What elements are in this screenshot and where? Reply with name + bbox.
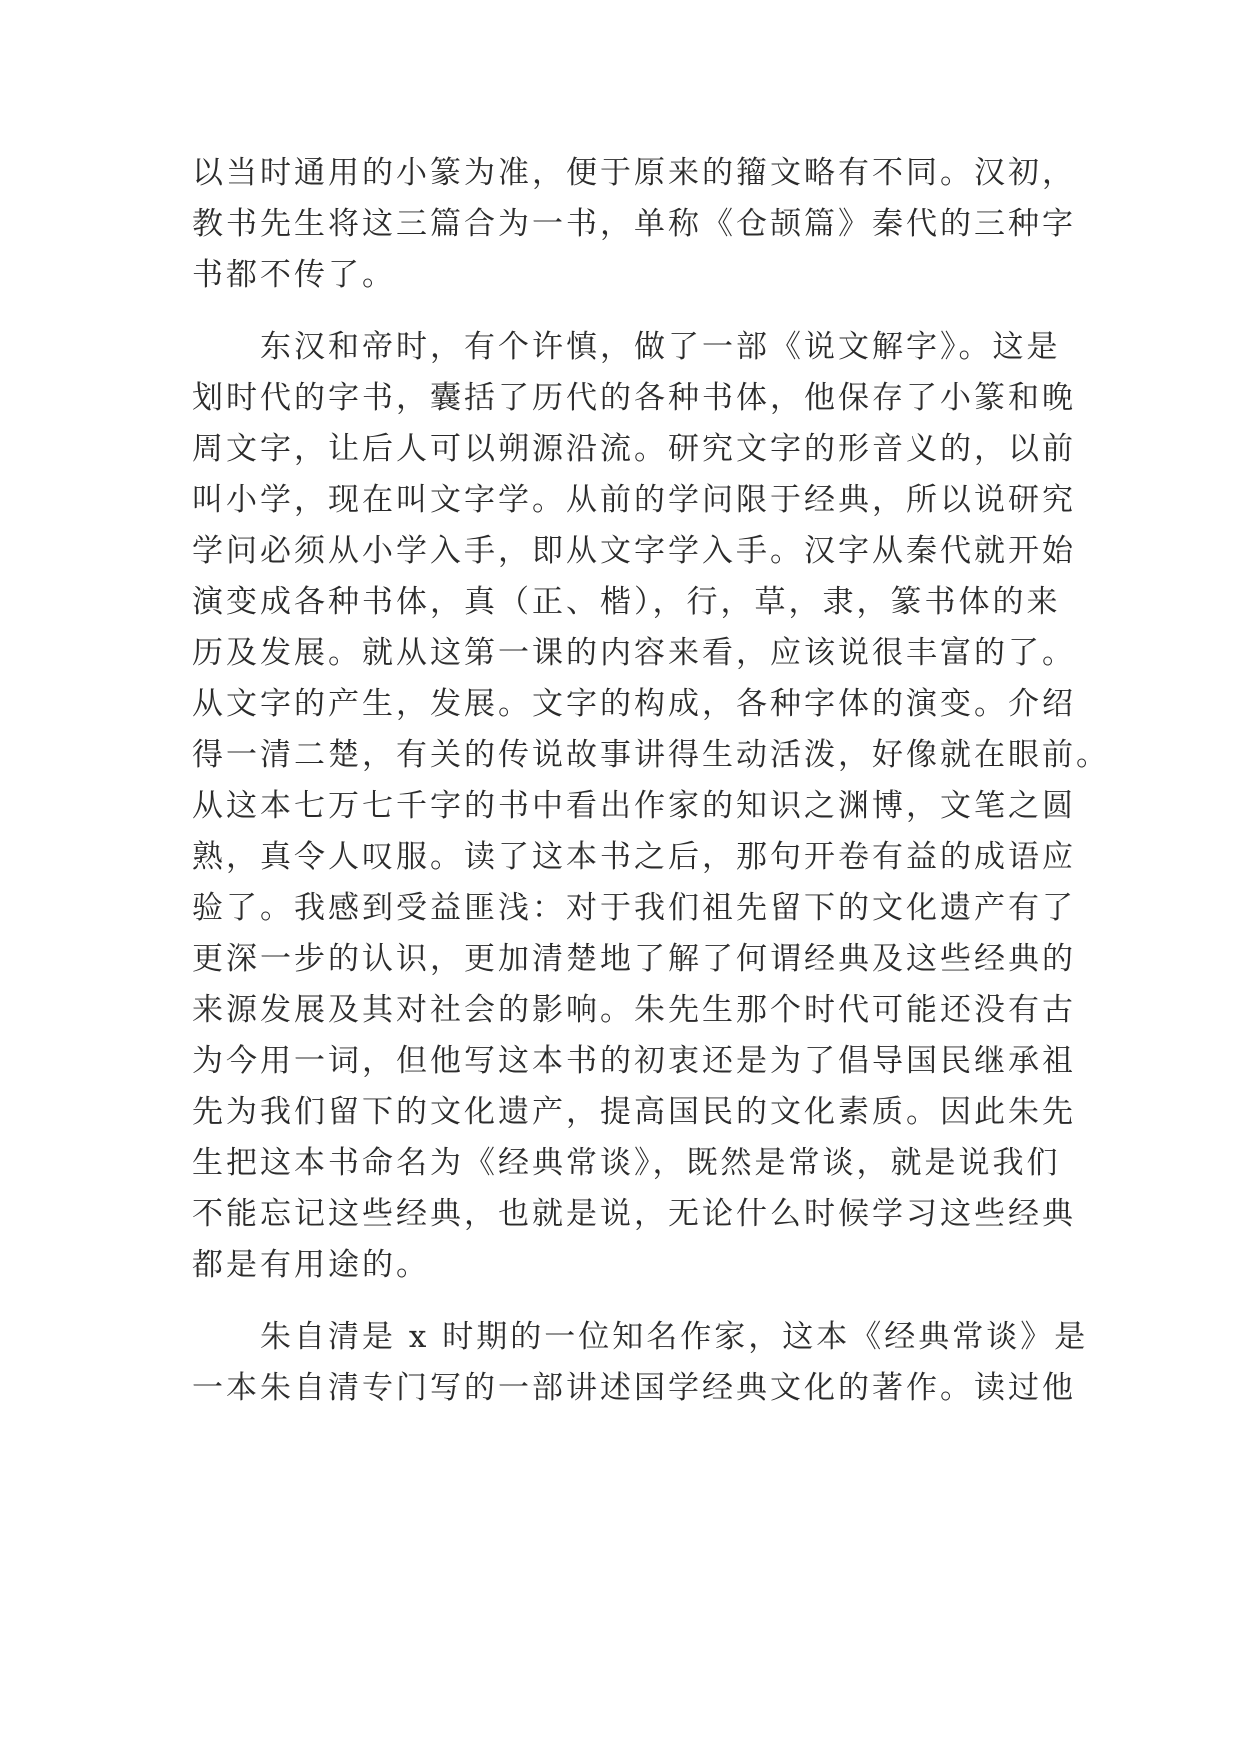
text-line: 从文字的产生，发展。文字的构成，各种字体的演变。介绍 <box>192 686 1076 722</box>
text-line: 生把这本书命名为《经典常谈》，既然是常谈，就是说我们 <box>192 1145 1061 1181</box>
text-line: 历及发展。就从这第一课的内容来看，应该说很丰富的了。 <box>192 635 1076 671</box>
paragraph-2 <box>192 322 1110 1291</box>
text-line: 演变成各种书体，真（正、楷），行，草，隶，篆书体的来 <box>192 584 1061 620</box>
text-line: 从这本七万七千字的书中看出作家的知识之渊博，文笔之圆 <box>192 788 1076 824</box>
text-line: 教书先生将这三篇合为一书，单称《仓颉篇》秦代的三种字 <box>192 206 1076 242</box>
paragraph-1 <box>192 148 1076 301</box>
text-line: 先为我们留下的文化遗产，提高国民的文化素质。因此朱先 <box>192 1094 1076 1130</box>
text-line: 以当时通用的小篆为准，便于原来的籀文略有不同。汉初， <box>192 155 1076 191</box>
paragraph-gap <box>192 301 1072 322</box>
text-line: 验了。我感到受益匪浅：对于我们祖先留下的文化遗产有了 <box>192 890 1076 926</box>
text-line: 来源发展及其对社会的影响。朱先生那个时代可能还没有古 <box>192 992 1076 1028</box>
paragraph-3 <box>192 1312 1089 1414</box>
text-line: 划时代的字书，囊括了历代的各种书体，他保存了小篆和晚 <box>192 380 1076 416</box>
text-line: 得一清二楚，有关的传说故事讲得生动活泼，好像就在眼前。 <box>192 737 1110 773</box>
text-line: 都是有用途的。 <box>192 1247 430 1283</box>
text-line: 朱自清是 x 时期的一位知名作家，这本《经典常谈》是 <box>260 1319 1089 1355</box>
text-line: 为今用一词，但他写这本书的初衷还是为了倡导国民继承祖 <box>192 1043 1076 1079</box>
text-line: 周文字，让后人可以朔源沿流。研究文字的形音义的，以前 <box>192 431 1076 467</box>
text-line: 更深一步的认识，更加清楚地了解了何谓经典及这些经典的 <box>192 941 1076 977</box>
body-text <box>192 148 1110 1414</box>
text-line: 熟，真令人叹服。读了这本书之后，那句开卷有益的成语应 <box>192 839 1076 875</box>
text-line: 叫小学，现在叫文字学。从前的学问限于经典，所以说研究 <box>192 482 1076 518</box>
text-line: 书都不传了。 <box>192 257 396 293</box>
text-line: 一本朱自清专门写的一部讲述国学经典文化的著作。读过他 <box>192 1370 1076 1406</box>
paragraph-gap <box>192 1291 1072 1312</box>
text-line: 东汉和帝时，有个许慎，做了一部《说文解字》。这是 <box>260 329 1061 365</box>
text-line: 学问必须从小学入手，即从文字学入手。汉字从秦代就开始 <box>192 533 1076 569</box>
text-line: 不能忘记这些经典，也就是说，无论什么时候学习这些经典 <box>192 1196 1076 1232</box>
